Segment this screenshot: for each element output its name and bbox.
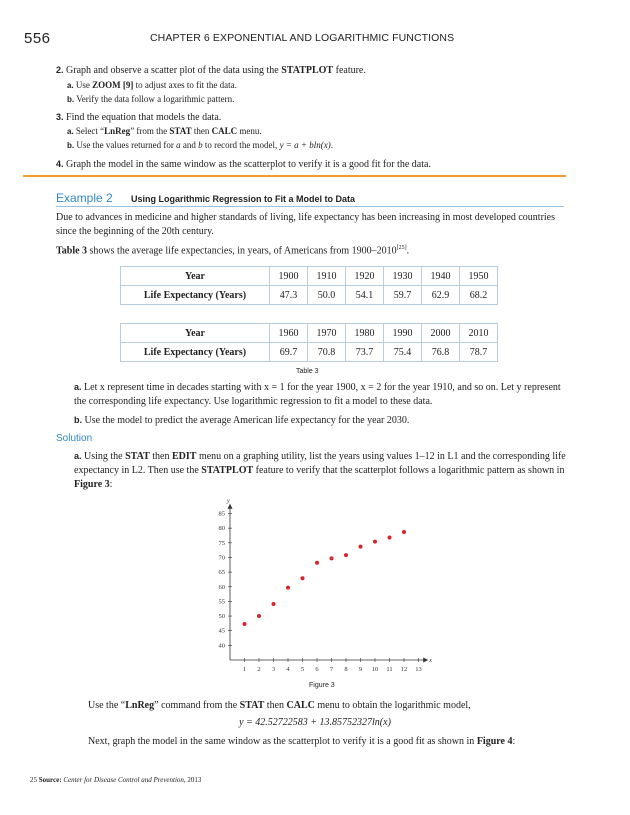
x-tick-label: 9	[358, 666, 363, 673]
step-3b-b: b	[198, 140, 203, 150]
solution-a-label: a.	[74, 451, 82, 461]
table-cell: Life Expectancy (Years)	[121, 286, 270, 305]
step-3a-stat: STAT	[169, 126, 192, 136]
data-point	[257, 614, 261, 618]
question-a-text: Let x represent time in decades starting with x = 1 for the year 1900, x = 2 for the year 1910, and so on. Let y represent the corresponding life expectancy. Use logarithmic regression to fit a model to these data.	[74, 382, 561, 407]
table-cell: 78.7	[460, 343, 498, 362]
table-cell: 68.2	[460, 286, 498, 305]
table-cell: 1920	[346, 267, 384, 286]
data-point	[243, 622, 247, 626]
data-point	[402, 530, 406, 534]
table-caption: Table 3	[296, 368, 319, 375]
data-point	[359, 545, 363, 549]
step-3b-model: y = a + bln(x)	[279, 140, 331, 150]
table-cell: 1900	[270, 267, 308, 286]
table-cell: 1990	[384, 324, 422, 343]
next-pre: Next, graph the model in the same window as the scatterplot to verify it is a good fit as shown in	[88, 736, 477, 747]
step-2-bold: STATPLOT	[281, 65, 334, 76]
table-cell: 1940	[422, 267, 460, 286]
data-point	[330, 556, 334, 560]
table-row	[121, 286, 498, 305]
table-cell: 69.7	[270, 343, 308, 362]
x-tick-label: 2	[257, 666, 261, 673]
step-2a-pre: Use	[75, 80, 93, 90]
x-tick-label: 11	[386, 666, 393, 673]
table-cell: 50.0	[308, 286, 346, 305]
y-tick-label: 55	[218, 598, 225, 606]
solution-a-pre: Using the	[84, 451, 126, 462]
y-tick-label: 65	[218, 569, 225, 577]
table-ref-text: shows the average life expectancies, in years, of Americans from 1900–2010	[87, 245, 397, 257]
x-tick-label: 6	[315, 666, 319, 673]
lnreg-pre: Use the “	[88, 700, 126, 711]
footnote-label: Source:	[37, 776, 64, 784]
lnreg-instruction	[88, 699, 471, 713]
step-3	[56, 110, 221, 125]
lnreg-end: menu to obtain the logarithmic model,	[314, 700, 471, 711]
solution-a-post: feature to verify that the scatterplot follows a logarithmic pattern as shown in	[253, 465, 565, 476]
solution-a	[74, 449, 566, 492]
step-3b-and: and	[180, 140, 199, 150]
table-cell: 2000	[422, 324, 460, 343]
step-3a-then: then	[191, 126, 212, 136]
table-cell: 54.1	[346, 286, 384, 305]
table-cell: 47.3	[270, 286, 308, 305]
table-cell: 1960	[270, 324, 308, 343]
data-point	[373, 540, 377, 544]
step-2a-label: a.	[67, 81, 74, 90]
next-instruction	[88, 735, 515, 749]
scatter-plot	[195, 495, 445, 680]
table-cell: 1930	[384, 267, 422, 286]
table-cell: 75.4	[384, 343, 422, 362]
question-a-label: a.	[74, 382, 82, 392]
data-point	[272, 602, 276, 606]
y-tick-label: 70	[218, 554, 225, 562]
lnreg-mid: ” command from the	[154, 700, 240, 711]
data-point	[344, 553, 348, 557]
chapter-header	[150, 32, 454, 44]
footnote-year: , 2013	[183, 776, 202, 784]
table-cell: Year	[121, 324, 270, 343]
x-tick-label: 3	[271, 666, 276, 673]
step-3b-rest: to record the model,	[202, 140, 280, 150]
x-axis-arrow	[423, 658, 428, 663]
solution-a-mid: menu on a graphing utility, list the years using values 1–12 in L1 and the corresponding life expectancy in L2. Then use the	[74, 451, 566, 476]
x-tick-label: 12	[400, 666, 408, 673]
table-row	[121, 267, 498, 286]
solution-a-stat: STAT	[125, 451, 150, 462]
step-3-text: Find the equation that models the data.	[66, 112, 222, 123]
table-cell: 59.7	[384, 286, 422, 305]
x-tick-label: 4	[286, 666, 290, 673]
solution-a-fig: Figure 3	[74, 479, 110, 490]
y-tick-label: 45	[218, 627, 225, 635]
y-tick-label: 85	[218, 510, 225, 518]
x-tick-label: 13	[415, 666, 422, 673]
life-expectancy-table-1	[120, 266, 498, 305]
page-number: 556	[24, 30, 51, 47]
step-3b	[67, 139, 333, 152]
x-tick-label: 5	[300, 666, 305, 673]
step-3b-a: a	[176, 140, 181, 150]
step-2-text: Graph and observe a scatter plot of the data using the	[66, 65, 282, 76]
x-tick-label: 10	[371, 666, 379, 673]
footnote	[30, 776, 201, 784]
step-2-number: 2.	[56, 65, 64, 75]
footnote-source: Center for Disease Control and Prevention	[63, 776, 184, 784]
step-2a-bold: ZOOM [9]	[92, 80, 134, 90]
y-tick-label: 75	[218, 539, 225, 547]
next-fig: Figure 4	[476, 736, 513, 747]
step-3a-bold: LnReg	[104, 126, 131, 136]
y-tick-label: 60	[218, 583, 225, 591]
step-2-text-end: feature.	[333, 65, 366, 76]
figure-caption: Figure 3	[309, 682, 335, 689]
y-tick-label: 80	[218, 525, 225, 533]
step-3a-calc: CALC	[211, 126, 238, 136]
table-row	[121, 324, 498, 343]
solution-a-edit: EDIT	[171, 451, 197, 462]
table-cell: 1910	[308, 267, 346, 286]
question-b	[74, 413, 566, 428]
data-point	[315, 561, 319, 565]
step-3b-label: b.	[67, 141, 75, 150]
table-cell: 1980	[346, 324, 384, 343]
y-tick-label: 50	[218, 613, 225, 621]
step-3-number: 3.	[56, 112, 64, 122]
x-axis-label: x	[429, 658, 432, 664]
lnreg-bold: LnReg	[125, 700, 155, 711]
table-cell: Year	[121, 267, 270, 286]
solution-a-end: :	[109, 479, 113, 490]
question-b-text: Use the model to predict the average American life expectancy for the year 2030.	[84, 415, 410, 426]
step-3a-menu: menu.	[237, 126, 262, 136]
step-2b-text: Verify the data follow a logarithmic pattern.	[76, 94, 235, 104]
table-ref-bold: Table 3	[56, 245, 88, 257]
lnreg-calc: CALC	[286, 700, 315, 711]
y-tick-label: 40	[218, 642, 225, 650]
question-b-label: b.	[74, 415, 82, 425]
example-intro: Due to advances in medicine and higher standards of living, life expectancy has been increasing in most developed countries since the beginning of the 20th century.	[56, 212, 556, 237]
data-point	[388, 536, 392, 540]
step-2b	[67, 93, 234, 106]
table-cell: 2010	[460, 324, 498, 343]
data-point	[286, 586, 290, 590]
solution-a-then: then	[149, 451, 172, 462]
solution-label: Solution	[56, 433, 93, 444]
lnreg-stat: STAT	[239, 700, 265, 711]
step-4-number: 4.	[56, 159, 64, 169]
x-tick-label: 1	[242, 666, 247, 673]
step-3b-end: .	[330, 140, 333, 150]
solution-a-statplot: STATPLOT	[201, 465, 254, 476]
table-cell: 1970	[308, 324, 346, 343]
life-expectancy-table-2	[120, 323, 498, 362]
table-reference	[56, 241, 566, 258]
table-cell: Life Expectancy (Years)	[121, 343, 270, 362]
step-3a-post: ” from the	[130, 126, 170, 136]
y-axis-label: y	[227, 498, 230, 505]
step-4	[56, 157, 431, 172]
lnreg-then: then	[264, 700, 287, 711]
table-cell: 62.9	[422, 286, 460, 305]
section-divider	[23, 175, 566, 177]
model-equation: y = 42.52722583 + 13.85752327ln(x)	[239, 717, 391, 728]
step-3a	[67, 125, 262, 138]
step-3a-label: a.	[67, 127, 74, 136]
chapter-title: EXPONENTIAL AND LOGARITHMIC FUNCTIONS	[212, 32, 455, 44]
step-2a	[67, 79, 237, 92]
x-tick-label: 7	[329, 666, 334, 673]
table-cell: 1950	[460, 267, 498, 286]
step-3b-pre: Use the values returned for	[76, 140, 177, 150]
step-4-text: Graph the model in the same window as the scatterplot to verify it is a good fit for the data.	[66, 159, 431, 170]
chapter-label: CHAPTER 6	[150, 32, 210, 44]
example-rule	[56, 206, 564, 207]
footnote-marker: [25]	[396, 245, 407, 251]
example-label: Example 2	[56, 191, 113, 205]
x-tick-label: 8	[344, 666, 348, 673]
step-2a-post: to adjust axes to fit the data.	[133, 80, 237, 90]
step-2b-label: b.	[67, 95, 75, 104]
footnote-number: 25	[30, 776, 37, 784]
question-a	[74, 380, 566, 409]
step-3a-pre: Select “	[75, 126, 105, 136]
table-ref-end: .	[406, 245, 410, 257]
example-title: Using Logarithmic Regression to Fit a Model to Data	[131, 194, 356, 204]
next-end: :	[512, 736, 516, 747]
step-2	[56, 63, 576, 78]
table-cell: 70.8	[308, 343, 346, 362]
table-row	[121, 343, 498, 362]
table-cell: 73.7	[346, 343, 384, 362]
data-point	[301, 576, 305, 580]
table-cell: 76.8	[422, 343, 460, 362]
